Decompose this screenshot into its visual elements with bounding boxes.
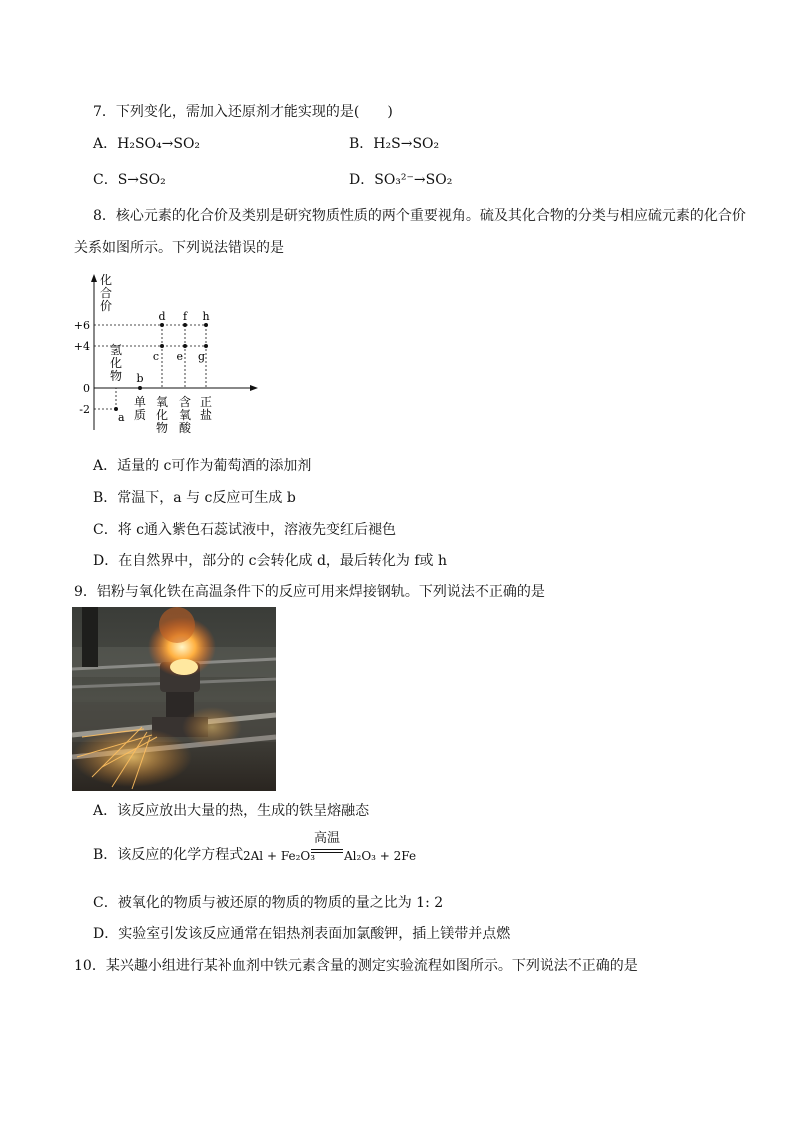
q9-equation-right: Al₂O₃ + 2Fe [344,849,417,863]
q8-option-c: C．将 c通入紫色石蕊试液中，溶液先变红后褪色 [93,522,397,538]
y-axis-label-char: 化 [99,273,113,287]
category-label-char: 含 [178,395,192,409]
category-label-char: 盐 [199,408,213,422]
category-label-char: 氧 [178,408,192,422]
category-label-char: 物 [155,421,169,435]
y-tick-label: 0 [83,382,90,395]
point-label-g: g [197,350,205,363]
q9-equation-line-top [311,849,343,850]
category-label-char: 质 [133,408,147,422]
q7-option-b [349,136,439,152]
q8-option-d: D．在自然界中，部分的 c会转化成 d，最后转化为 f或 h [93,553,448,569]
y-axis-arrow [91,274,97,282]
point-c [160,344,164,348]
q9-equation-condition: 高温 [313,831,340,846]
y-tick-label: +4 [73,340,90,353]
point-label-h: h [202,310,210,323]
y-axis-label [100,273,112,313]
point-label-e: e [176,350,183,363]
point-label-b: b [136,372,144,385]
category-label-char: 氢 [109,343,123,357]
q9-option-c: C．被氧化的物质与被还原的物质的物质的量之比为 1: 2 [93,895,444,911]
category-label-char: 单 [133,395,147,409]
category-label-char: 酸 [178,421,192,435]
category-label [179,395,192,435]
q7-option-c-label: C． [93,172,118,188]
q7-option-d-label: D． [349,172,375,188]
q7-option-b-label: B． [349,136,374,152]
category-label-char: 正 [199,395,213,409]
x-axis-arrow [250,385,258,391]
point-e [183,344,187,348]
q9-option-b [93,847,243,863]
point-h [204,323,208,327]
category-label [200,395,212,422]
q7-stem: 7．下列变化，需加入还原剂才能实现的是( ) [93,104,393,120]
point-label-d: d [158,310,166,323]
point-b [138,386,142,390]
q9-equation-line-bottom [311,852,343,853]
q9-option-a: A．该反应放出大量的热，生成的铁呈熔融态 [93,803,370,819]
category-label-char: 氧 [155,395,169,409]
y-axis-label-char: 合 [99,286,113,300]
y-axis-label-char: 价 [99,299,113,313]
q9-option-d: D．实验室引发该反应通常在铝热剂表面加氯酸钾，插上镁带并点燃 [93,926,511,942]
category-label-char: 化 [155,408,169,422]
category-label-char: 物 [109,369,123,383]
q8-stem-line2: 关系如图所示。下列说法错误的是 [74,240,284,256]
q7-option-d-formula: SO₃²⁻→SO₂ [374,172,453,188]
q7-option-c-formula: S→SO₂ [117,172,166,188]
valence-chart [70,270,270,440]
q8-stem-line1: 8．核心元素的化合价及类别是研究物质性质的两个重要视角。硫及其化合物的分类与相应硫元素的化合价 [93,208,746,224]
y-tick-label: +6 [73,319,90,332]
q9-option-b-prefix: B．该反应的化学方程式 [93,847,244,863]
point-label-a: a [118,411,125,424]
category-label [156,395,168,435]
q7-option-a-label: A． [93,136,118,152]
q7-option-c [93,172,166,188]
category-label [110,343,122,383]
q7-option-d [349,172,452,188]
q9-stem: 9．铝粉与氧化铁在高温条件下的反应可用来焊接钢轨。下列说法不正确的是 [74,584,545,600]
q10-stem: 10．某兴趣小组进行某补血剂中铁元素含量的测定实验流程如图所示。下列说法不正确的是 [74,958,638,974]
q9-equation-left: 2Al + Fe₂O₃ [243,849,316,863]
y-tick-label: -2 [79,403,90,416]
q8-option-a: A．适量的 c可作为葡萄酒的添加剂 [93,458,312,474]
point-d [160,323,164,327]
q7-option-b-formula: H₂S→SO₂ [373,136,440,152]
point-label-f: f [182,310,188,323]
point-f [183,323,187,327]
thermite-welding-photo [72,607,276,791]
q7-option-a [93,136,200,152]
point-label-c: c [152,350,159,363]
q7-option-a-formula: H₂SO₄→SO₂ [117,136,201,152]
category-label-char: 化 [109,356,123,370]
point-g [204,344,208,348]
category-label [134,395,146,422]
q8-option-b: B．常温下，a 与 c反应可生成 b [93,490,296,506]
